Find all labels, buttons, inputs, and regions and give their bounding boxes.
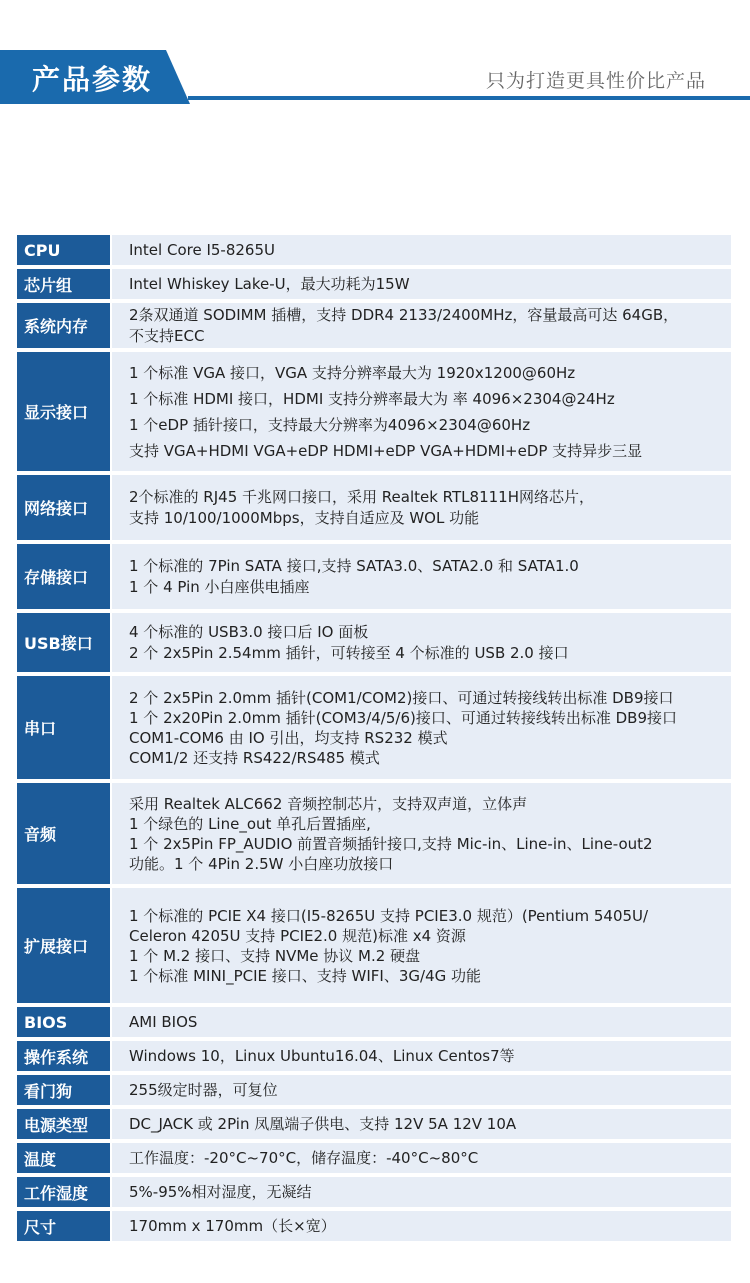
spec-value-line: 1 个 2x20Pin 2.0mm 插针(COM3/4/5/6)接口、可通过转接线转出标准 DB9接口	[129, 708, 678, 727]
spec-value-line: 功能。1 个 4Pin 2.5W 小白座功放接口	[129, 854, 394, 873]
spec-table	[17, 235, 731, 1245]
spec-value	[112, 1177, 731, 1207]
spec-value-line: 支持 10/100/1000Mbps，支持自适应及 WOL 功能	[129, 508, 480, 527]
spec-row	[17, 1007, 731, 1037]
spec-row	[17, 1041, 731, 1071]
spec-value-line: 2 个 2x5Pin 2.0mm 插针(COM1/COM2)接口、可通过转接线转出标准 DB9接口	[129, 688, 674, 707]
spec-value	[112, 613, 731, 672]
page-header	[0, 0, 750, 110]
spec-row	[17, 676, 731, 779]
spec-row	[17, 1177, 731, 1207]
spec-value-line: Intel Whiskey Lake-U，最大功耗为15W	[129, 274, 410, 293]
spec-label: USB接口	[17, 613, 110, 672]
page-title: 产品参数	[32, 63, 153, 96]
spec-value-line: COM1/2 还支持 RS422/RS485 模式	[129, 748, 380, 767]
spec-label: 存储接口	[17, 544, 110, 609]
spec-label: 音频	[17, 783, 110, 884]
spec-value-line: 4 个标准的 USB3.0 接口后 IO 面板	[129, 622, 369, 641]
spec-row	[17, 269, 731, 299]
spec-label: 温度	[17, 1143, 110, 1173]
spec-value-line: 1 个标准 HDMI 接口，HDMI 支持分辨率最大为 率 4096×2304@24Hz	[129, 389, 615, 408]
spec-value	[112, 1143, 731, 1173]
spec-label: 扩展接口	[17, 888, 110, 1003]
spec-value-line: Celeron 4205U 支持 PCIE2.0 规范)标准 x4 资源	[129, 926, 466, 945]
spec-row	[17, 475, 731, 540]
spec-label: 工作湿度	[17, 1177, 110, 1207]
spec-value-line: 1 个 M.2 接口、支持 NVMe 协议 M.2 硬盘	[129, 946, 421, 965]
spec-row	[17, 888, 731, 1003]
spec-value-line: 170mm x 170mm（长×宽）	[129, 1216, 336, 1235]
spec-label: 电源类型	[17, 1109, 110, 1139]
spec-value	[112, 1007, 731, 1037]
spec-label: 系统内存	[17, 303, 110, 348]
spec-value-line: 2 个 2x5Pin 2.54mm 插针，可转接至 4 个标准的 USB 2.0 接口	[129, 643, 569, 662]
spec-label: 芯片组	[17, 269, 110, 299]
spec-value-line: 1 个标准的 PCIE X4 接口(I5-8265U 支持 PCIE3.0 规范）(Pentium 5405U/	[129, 906, 649, 925]
spec-row	[17, 303, 731, 348]
spec-value	[112, 303, 731, 348]
spec-value-line: 2条双通道 SODIMM 插槽，支持 DDR4 2133/2400MHz，容量最高可达 64GB，	[129, 305, 679, 324]
spec-value	[112, 1211, 731, 1241]
spec-value-line: 1 个eDP 插针接口，支持最大分辨率为4096×2304@60Hz	[129, 415, 531, 434]
spec-row	[17, 235, 731, 265]
spec-value-line: Windows 10，Linux Ubuntu16.04、Linux Centos7等	[129, 1046, 515, 1065]
spec-row	[17, 1109, 731, 1139]
spec-label: 网络接口	[17, 475, 110, 540]
spec-row	[17, 1075, 731, 1105]
spec-value-line: DC_JACK 或 2Pin 凤凰端子供电、支持 12V 5A 12V 10A	[129, 1114, 517, 1133]
spec-value	[112, 1041, 731, 1071]
spec-value-line: 1 个标准 MINI_PCIE 接口、支持 WIFI、3G/4G 功能	[129, 966, 482, 985]
spec-value	[112, 1075, 731, 1105]
spec-value	[112, 475, 731, 540]
spec-value	[112, 269, 731, 299]
spec-label: BIOS	[17, 1007, 110, 1037]
spec-value-line: 5%-95%相对湿度，无凝结	[129, 1182, 312, 1201]
spec-label: 看门狗	[17, 1075, 110, 1105]
spec-label: 显示接口	[17, 352, 110, 471]
spec-row	[17, 613, 731, 672]
spec-value-line: COM1-COM6 由 IO 引出，均支持 RS232 模式	[129, 728, 448, 747]
spec-row	[17, 1143, 731, 1173]
spec-value-line: 采用 Realtek ALC662 音频控制芯片，支持双声道，立体声	[129, 794, 528, 813]
spec-label: 操作系统	[17, 1041, 110, 1071]
header-divider	[188, 96, 750, 100]
spec-value	[112, 888, 731, 1003]
spec-value-line: 255级定时器，可复位	[129, 1080, 278, 1099]
spec-row	[17, 783, 731, 884]
spec-value-line: AMI BIOS	[129, 1012, 198, 1031]
spec-value-line: 1 个 4 Pin 小白座供电插座	[129, 577, 310, 596]
spec-row	[17, 544, 731, 609]
spec-value	[112, 783, 731, 884]
spec-value-line: 1 个 2x5Pin FP_AUDIO 前置音频插针接口,支持 Mic-in、Line-in、Line-out2	[129, 834, 653, 853]
spec-value	[112, 352, 731, 471]
spec-row	[17, 1211, 731, 1241]
spec-value	[112, 544, 731, 609]
spec-label: 串口	[17, 676, 110, 779]
spec-value	[112, 1109, 731, 1139]
spec-row	[17, 352, 731, 471]
spec-value-line: 2个标准的 RJ45 千兆网口接口，采用 Realtek RTL8111H网络芯片，	[129, 487, 594, 506]
spec-value-line: 不支持ECC	[129, 326, 205, 345]
spec-value-line: 工作温度：-20°C~70°C，储存温度：-40°C~80°C	[129, 1148, 479, 1167]
spec-value-line: Intel Core I5-8265U	[129, 240, 275, 259]
spec-label: 尺寸	[17, 1211, 110, 1241]
spec-value-line: 1 个标准 VGA 接口，VGA 支持分辨率最大为 1920x1200@60Hz	[129, 363, 576, 382]
spec-value-line: 1 个绿色的 Line_out 单孔后置插座,	[129, 814, 371, 833]
spec-label: CPU	[17, 235, 110, 265]
spec-value-line: 1 个标准的 7Pin SATA 接口,支持 SATA3.0、SATA2.0 和 SATA1.0	[129, 556, 579, 575]
spec-value	[112, 235, 731, 265]
spec-value-line: 支持 VGA+HDMI VGA+eDP HDMI+eDP VGA+HDMI+eDP 支持异步三显	[129, 441, 643, 460]
spec-value	[112, 676, 731, 779]
header-slogan: 只为打造更具性价比产品	[485, 70, 706, 92]
